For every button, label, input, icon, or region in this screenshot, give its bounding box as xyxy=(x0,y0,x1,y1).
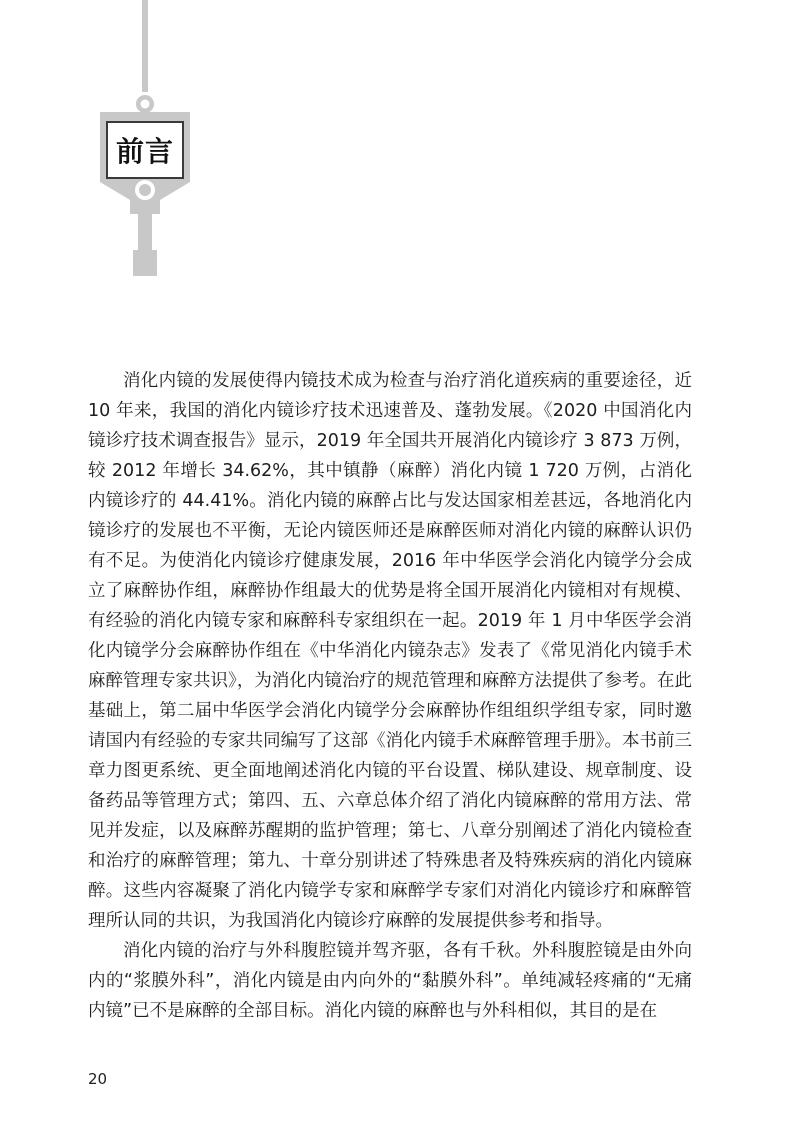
badge-top-rod xyxy=(142,0,148,92)
badge-neck xyxy=(138,212,152,252)
paragraph-2: 消化内镜的治疗与外科腹腔镜并驾齐驱，各有千秋。外科腹腔镜是由外向内的“浆膜外科”，消化内镜是由内向外的“黏膜外科”。单纯减轻疼痛的“无痛内镜”已不是麻醉的全部目标。消化内镜的麻醉也与外科相似，其目的是在 xyxy=(88,941,692,1021)
page-number: 20 xyxy=(88,1070,108,1088)
page-title: 前言 xyxy=(115,135,174,168)
badge-lower-ring-inner xyxy=(139,184,151,196)
badge-base xyxy=(133,250,157,276)
chapter-badge xyxy=(0,0,800,280)
paragraph-1: 消化内镜的发展使得内镜技术成为检查与治疗消化道疾病的重要途径，近10 年来，我国的消化内镜诊疗技术迅速普及、蓬勃发展。《2020 中国消化内镜诊疗技术调查报告》显示，2019 年全国共开展消化内镜诊疗 3 873 万例，较 2012 年增长 34.62%，其中镇静（麻醉）消化内镜 1 720 万例，占消化内镜诊疗的 44.41%。消化内镜的麻醉占比与发达国家相差甚远，各地消化内镜诊疗的发展也不平衡，无论内镜医师还是麻醉医师对消化内镜的麻醉认识仍有不足。为使消化内镜诊疗健康发展，2016 年中华医学会消化内镜学分会成立了麻醉协作组，麻醉协作组最大的优势是将全国开展消化内镜相对有规模、有经验的消化内镜专家和麻醉科专家组织在一起。2019 年 1 月中华医学会消化内镜学分会麻醉协作组在《中华消化内镜杂志》发表了《常见消化内镜手术麻醉管理专家共识》，为消化内镜治疗的规范管理和麻醉方法提供了参考。在此基础上，第二届中华医学会消化内镜学分会麻醉协作组组织学组专家，同时邀请国内有经验的专家共同编写了这部《消化内镜手术麻醉管理手册》。本书前三章力图更系统、更全面地阐述消化内镜的平台设置、梯队建设、规章制度、设备药品等管理方式；第四、五、六章总体介绍了消化内镜麻醉的常用方法、常见并发症，以及麻醉苏醒期的监护管理；第七、八章分别阐述了消化内镜检查和治疗的麻醉管理；第九、十章分别讲述了特殊患者及特殊疾病的消化内镜麻醉。这些内容凝聚了消化内镜学专家和麻醉学专家们对消化内镜诊疗和麻醉管理所认同的共识，为我国消化内镜诊疗麻醉的发展提供参考和指导。 xyxy=(88,371,692,931)
badge-top-ring-hole xyxy=(141,100,150,109)
body-text xyxy=(88,366,692,1026)
